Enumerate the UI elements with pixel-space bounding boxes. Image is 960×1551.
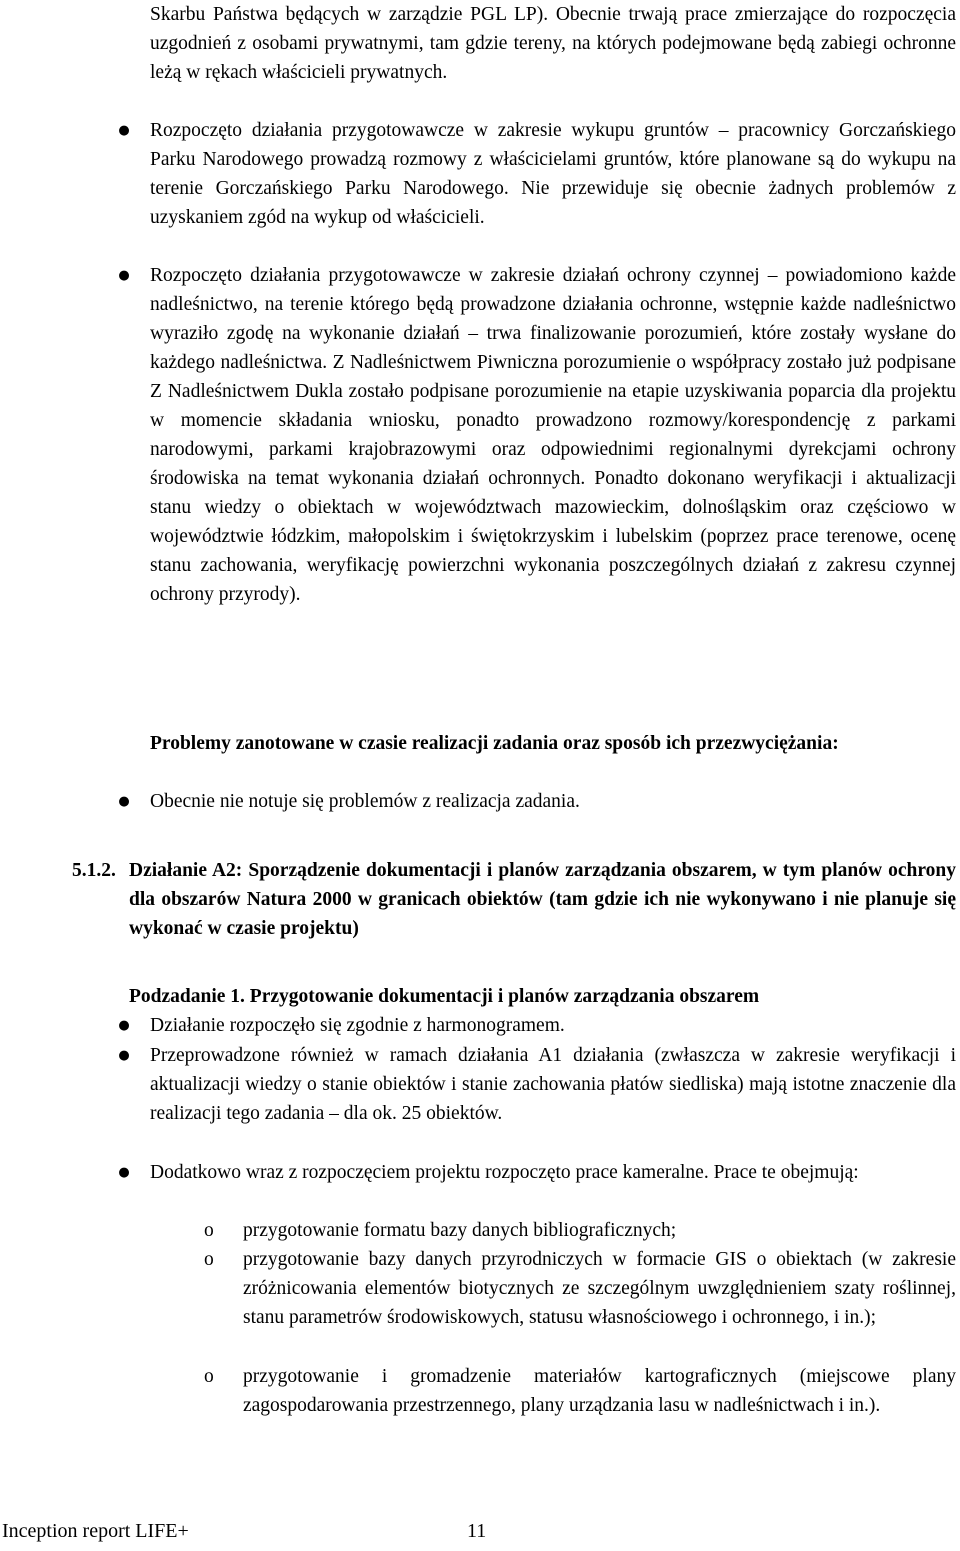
list-item bbox=[118, 1041, 956, 1128]
list-item-text: Obecnie nie notuje się problemów z realizacja zadania. bbox=[150, 791, 580, 812]
problems-heading: Problemy zanotowane w czasie realizacji zadania oraz sposób ich przezwyciężania: bbox=[150, 733, 839, 754]
bullet-icon: ● bbox=[118, 794, 130, 809]
list-item bbox=[118, 1011, 956, 1040]
sub-list-item bbox=[204, 1245, 956, 1332]
sub-list-item-text: przygotowanie bazy danych przyrodniczych w formacie GIS o obiektach (w zakresie zróżnicowania elementów biotycznych ze szczególnym uwzględnieniem szaty roślinnej, stanu parametrów środowiskowych, statusu własnościowego i ochronnego, i in.); bbox=[243, 1249, 956, 1328]
list-item-text: Dodatkowo wraz z rozpoczęciem projektu rozpoczęto prace kameralne. Prace te obejmują: bbox=[150, 1162, 859, 1183]
continuation-paragraph: Skarbu Państwa będących w zarządzie PGL LP). Obecnie trwają prace zmierzające do rozpoczęcia uzgodnień z osobami prywatnymi, tam gdzie tereny, na których podejmowane będą zabiegi ochronne leżą w rękach właścicieli prywatnych. bbox=[150, 4, 956, 83]
section-heading bbox=[72, 856, 956, 943]
page-number: 11 bbox=[467, 1520, 487, 1542]
bullet-icon: ● bbox=[118, 268, 130, 283]
sub-bullet-icon: o bbox=[204, 1249, 214, 1270]
bullet-icon: ● bbox=[118, 1048, 130, 1063]
sub-list-item bbox=[204, 1216, 956, 1245]
footer-title: Inception report LIFE+ bbox=[2, 1520, 189, 1542]
list-item-text: Działanie rozpoczęło się zgodnie z harmonogramem. bbox=[150, 1015, 565, 1036]
sub-bullet-icon: o bbox=[204, 1366, 214, 1387]
section-number: 5.1.2. bbox=[72, 860, 116, 881]
list-item bbox=[118, 261, 956, 609]
list-item-text: Rozpoczęto działania przygotowawcze w zakresie wykupu gruntów – pracownicy Gorczańskiego Parku Narodowego prowadzą rozmowy z właścicielami gruntów, które planowane są do wykupu na terenie Gorczańskiego Parku Narodowego. Nie przewiduje się obecnie żadnych problemów z uzyskaniem zgód na wykup od właścicieli. bbox=[150, 120, 956, 228]
list-item-text: Rozpoczęto działania przygotowawcze w zakresie działań ochrony czynnej – powiadomiono każde nadleśnictwo, na terenie którego będą prowadzone działania ochronne, wstępnie każde nadleśnictwo wyraziło zgodę na wykonanie działań – trwa finalizowanie porozumień, które zostały wysłane do każdego nadleśnictwa. Z Nadleśnictwem Piwniczna porozumienie o współpracy zostało już podpisane Z Nadleśnictwem Dukla zostało podpisane porozumienie na etapie uzyskiwania poparcia dla projektu w momencie składania wniosku, ponadto prowadzono rozmowy/korespondencję z parkami narodowymi, parkami krajobrazowymi oraz odpowiednimi regionalnymi dyrekcjami ochrony środowiska na temat wykonania działań ochronnych. Ponadto dokonano weryfikacji i aktualizacji stanu wiedzy o obiektach w województwach mazowieckim, dolnośląskim oraz częściowo w województwie łódzkim, małopolskim i świętokrzyskim i lubelskim (poprzez prace terenowe, ocenę stanu zachowania, weryfikację powierzchni wykonania poszczególnych działań z zakresu czynnej ochrony przyrody). bbox=[150, 265, 956, 605]
bullet-icon: ● bbox=[118, 1018, 130, 1033]
sub-bullet-icon: o bbox=[204, 1220, 214, 1241]
list-item bbox=[118, 1158, 956, 1187]
list-item bbox=[118, 116, 956, 232]
bullet-icon: ● bbox=[118, 1165, 130, 1180]
list-item bbox=[118, 787, 956, 816]
list-item-text: Przeprowadzone również w ramach działania A1 działania (zwłaszcza w zakresie weryfikacji i aktualizacji wiedzy o stanie obiektów i stanie zachowania płatów siedliska) mają istotne znaczenie dla realizacji tego zadania – dla ok. 25 obiektów. bbox=[150, 1045, 956, 1124]
bullet-icon: ● bbox=[118, 123, 130, 138]
subtask-heading: Podzadanie 1. Przygotowanie dokumentacji i planów zarządzania obszarem bbox=[129, 986, 760, 1007]
sub-list-item bbox=[204, 1362, 956, 1420]
sub-list-item-text: przygotowanie formatu bazy danych bibliograficznych; bbox=[243, 1220, 677, 1241]
section-title: Działanie A2: Sporządzenie dokumentacji i planów zarządzania obszarem, w tym planów ochrony dla obszarów Natura 2000 w granicach obiektów (tam gdzie ich nie wykonywano i nie planuje się wykonać w czasie projektu) bbox=[129, 860, 956, 939]
sub-list-item-text: przygotowanie i gromadzenie materiałów kartograficznych (miejscowe plany zagospodarowania przestrzennego, plany urządzania lasu w nadleśnictwach i in.). bbox=[243, 1366, 956, 1416]
